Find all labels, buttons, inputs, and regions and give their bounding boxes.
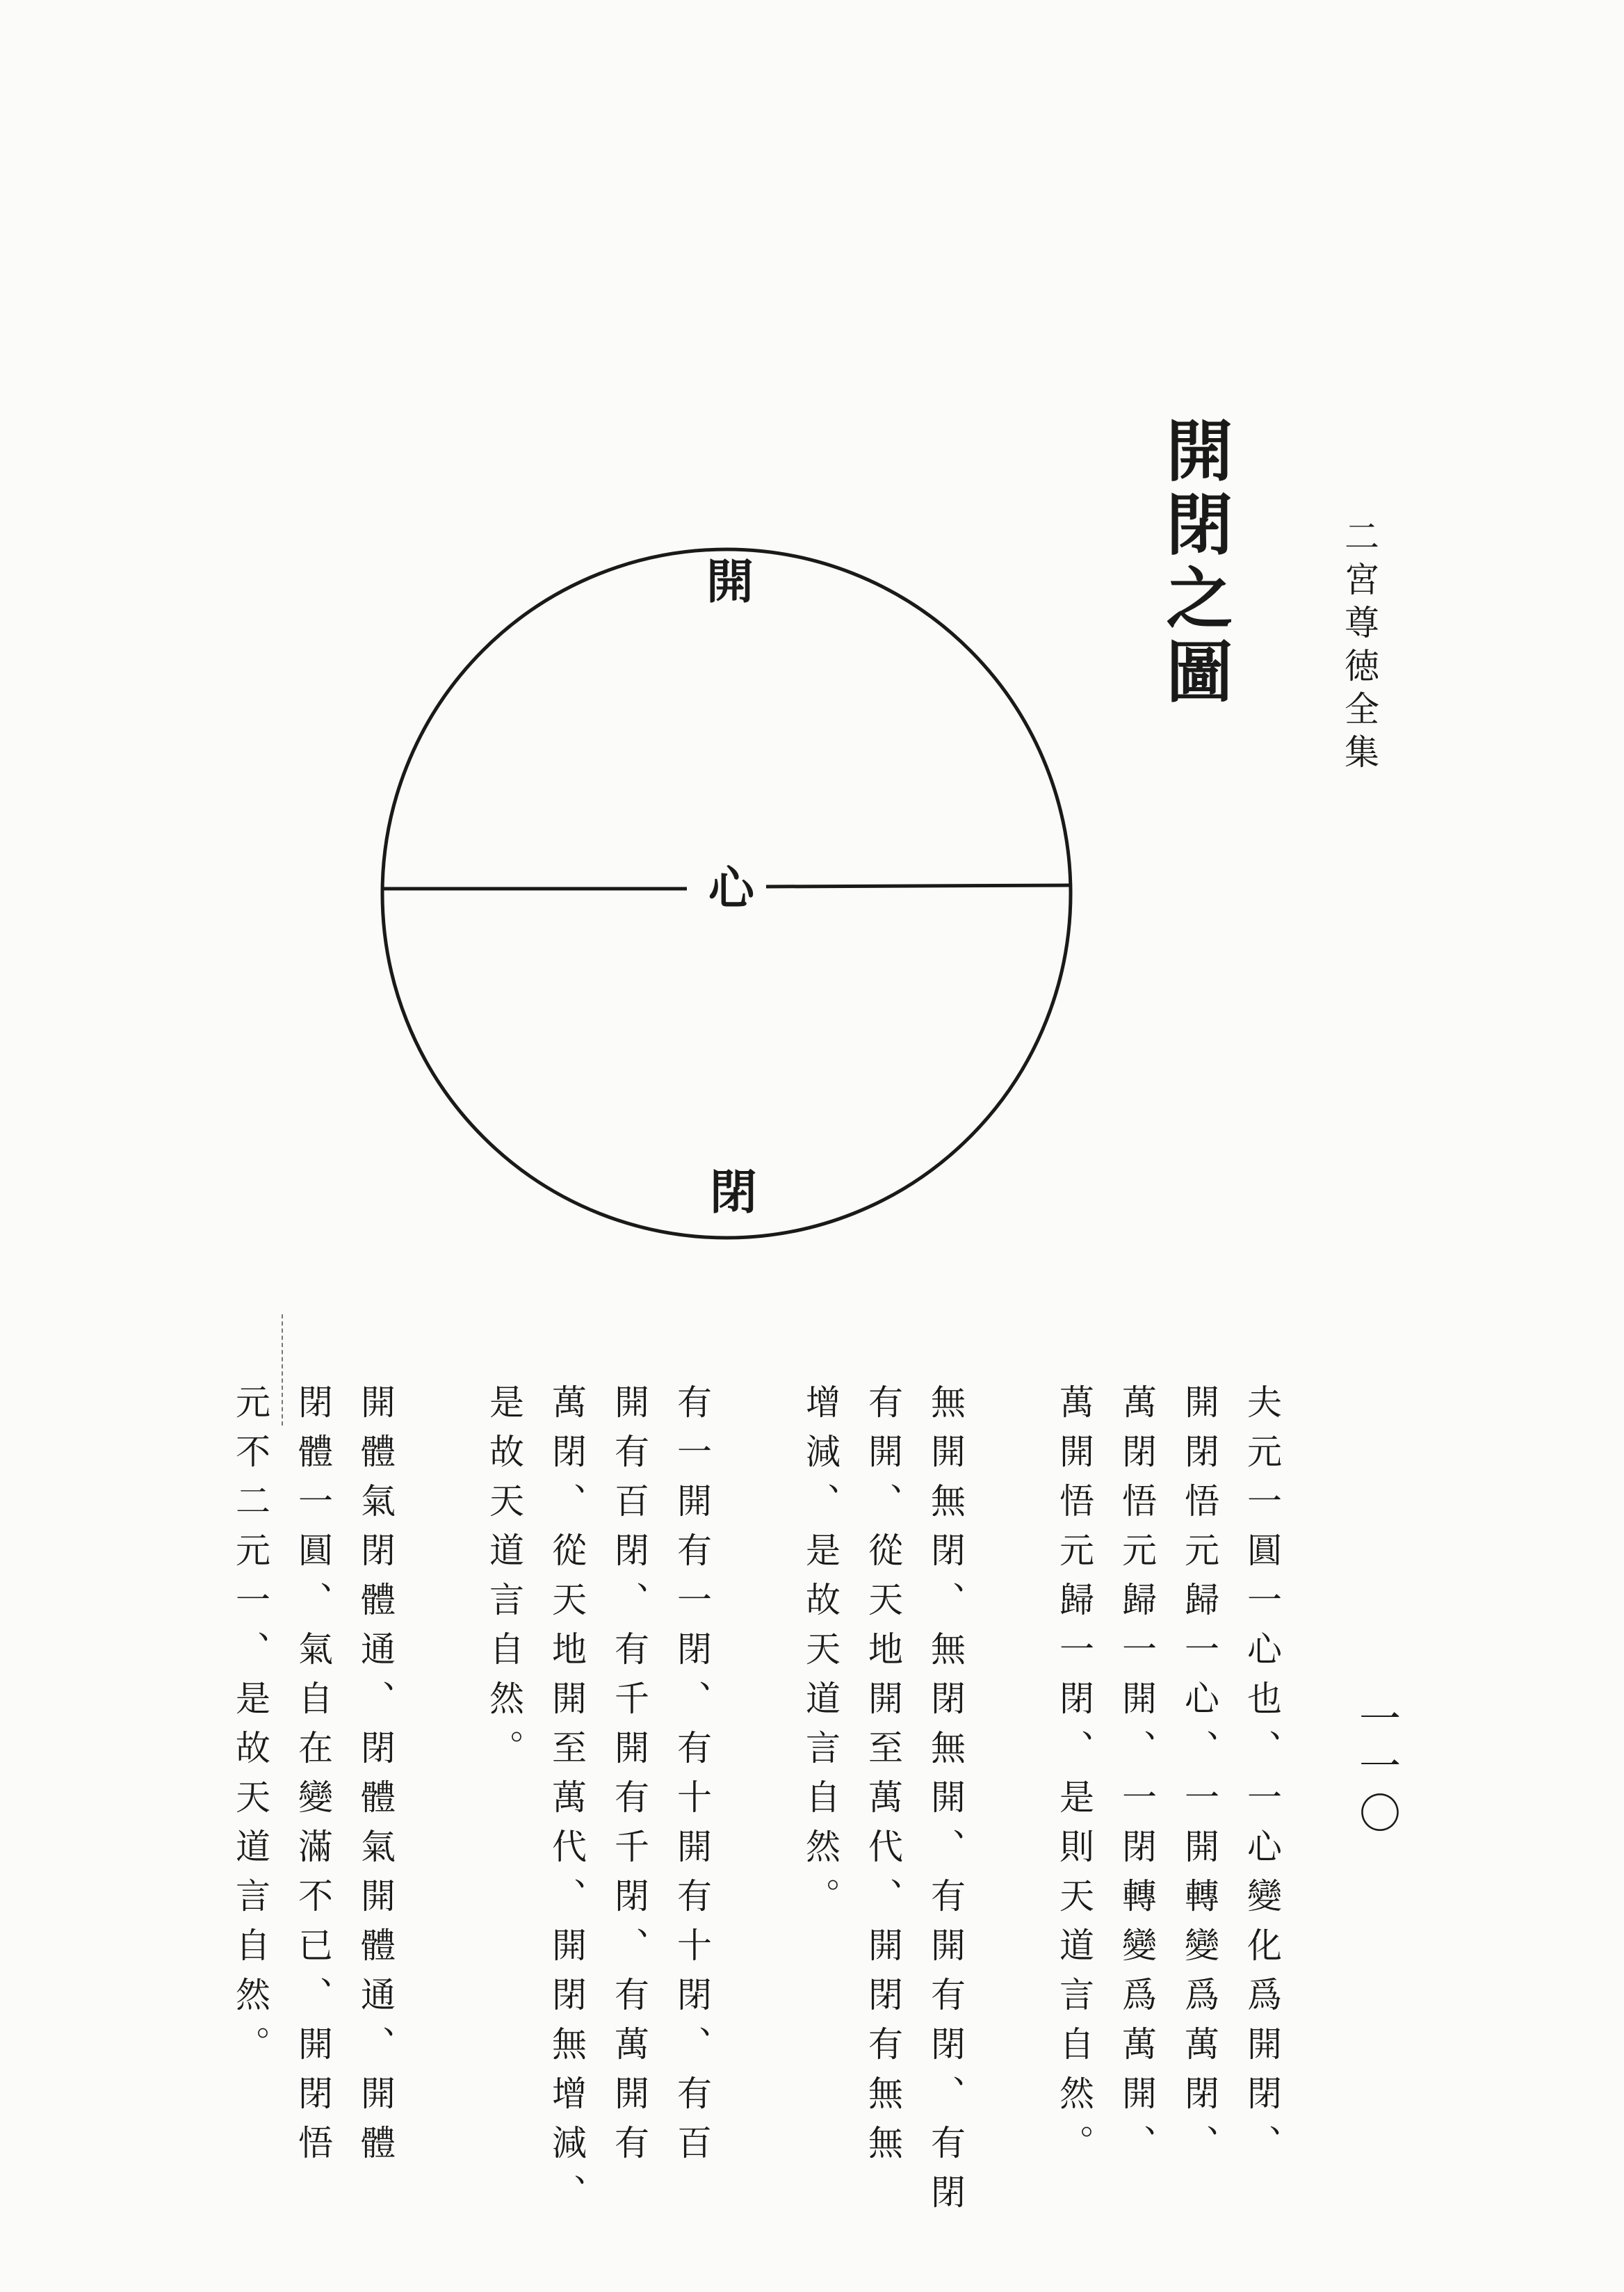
text-column-10: 萬閉、從天地開至萬代、開閉無增減、 [546, 1384, 587, 2223]
fold-mark-divider [282, 1314, 283, 1426]
text-column-9: 開有百閉、有千開有千閉、有萬開有 [609, 1384, 649, 2174]
diagram-bottom-label: 閉 [709, 1165, 758, 1220]
diagram-top-label: 開 [706, 554, 754, 610]
figure-title: 開閉之圖 [1155, 416, 1234, 711]
text-column-2: 開閉悟元歸一心、一開轉變爲萬閉、 [1179, 1384, 1219, 2174]
text-column-4: 萬開悟元歸一閉、是則天道言自然。 [1054, 1384, 1094, 2174]
text-column-13: 閉體一圓、氣自在變滿不已、開閉悟 [293, 1384, 333, 2174]
text-column-14: 元不二元一、是故天道言自然。 [230, 1384, 270, 2075]
text-column-6: 有開、從天地開至萬代、開閉有無無 [863, 1384, 903, 2174]
open-close-circle-diagram [362, 535, 1112, 1266]
diagram-center-label: 心 [708, 861, 754, 915]
diagram-right-diameter [766, 885, 1071, 887]
page-number: 一一〇 [1352, 1697, 1401, 1839]
text-column-12: 開體氣閉體通、閉體氣開體通、開體 [355, 1384, 396, 2174]
text-column-8: 有一開有一閉、有十開有十閉、有百 [672, 1384, 712, 2174]
running-head: 二宮尊徳全集 [1339, 518, 1379, 777]
text-column-7: 增減、是故天道言自然。 [800, 1384, 841, 1927]
text-column-11: 是故天道言自然。 [484, 1384, 524, 1779]
text-column-3: 萬閉悟元歸一開、一閉轉變爲萬開、 [1116, 1384, 1157, 2174]
text-column-1: 夫元一圓一心也、一心變化爲開閉、 [1242, 1384, 1282, 2174]
text-column-5: 無開無閉、無閉無開、有開有閉、有閉 [925, 1384, 966, 2223]
